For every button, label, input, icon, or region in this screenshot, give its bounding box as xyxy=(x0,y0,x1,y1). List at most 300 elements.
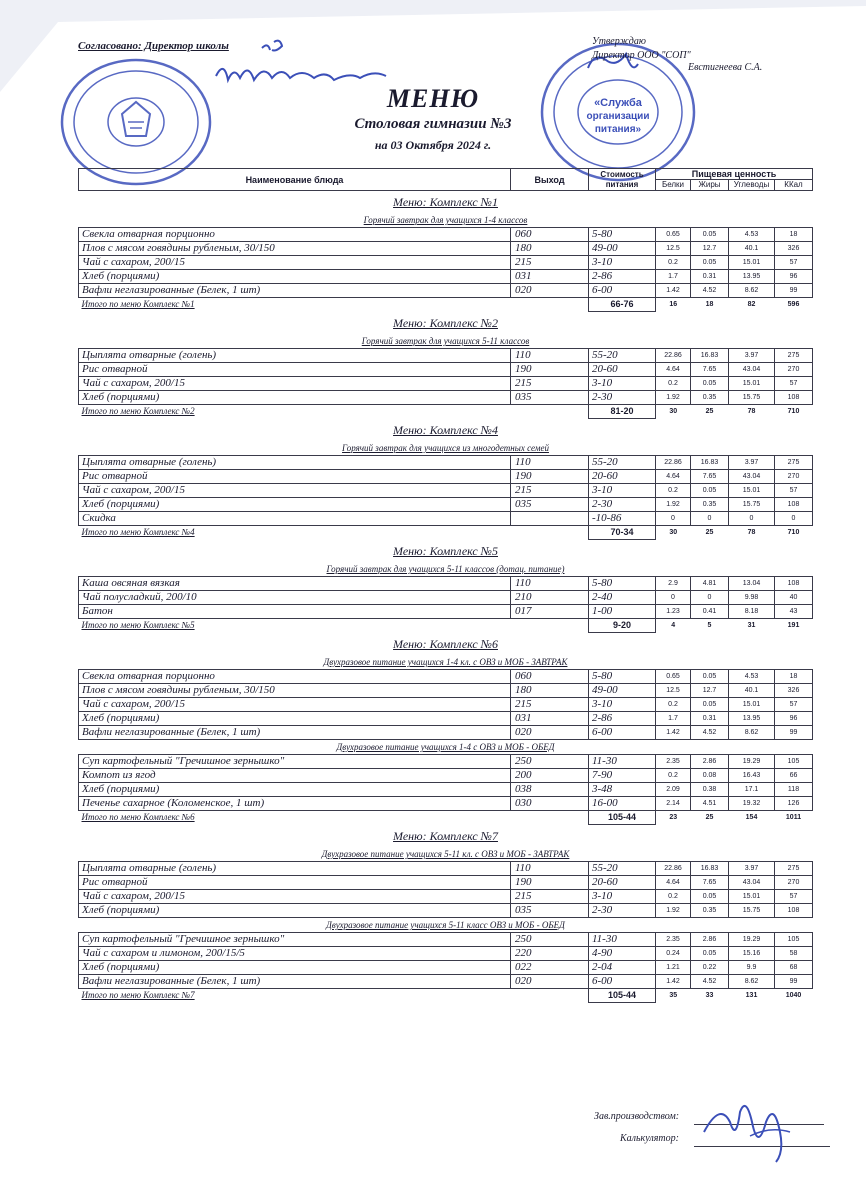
col-yield-header: Выход xyxy=(511,169,589,191)
dish-yield: 200 xyxy=(511,769,589,783)
canteen-name: Столовая гимназии №3 xyxy=(354,116,512,132)
dish-kcal: 99 xyxy=(775,726,813,740)
dish-fat: 16.83 xyxy=(691,456,729,470)
dish-row xyxy=(79,783,813,797)
dish-carbs: 15.16 xyxy=(729,947,775,961)
dish-protein: 0.24 xyxy=(656,947,691,961)
dish-protein: 0.65 xyxy=(656,228,691,242)
dish-carbs: 9.98 xyxy=(729,591,775,605)
dish-cost: 2-86 xyxy=(589,270,656,284)
total-kcal: 710 xyxy=(787,408,800,416)
dish-kcal: 43 xyxy=(775,605,813,619)
dish-name: Хлеб (порциями) xyxy=(79,498,511,512)
dish-cost: 2-30 xyxy=(589,904,656,918)
section-subtitle: Горячий завтрак для учащихся 5-11 классов xyxy=(361,336,530,346)
dish-kcal: 66 xyxy=(775,769,813,783)
dish-protein: 0.2 xyxy=(656,769,691,783)
dish-fat: 0.05 xyxy=(691,890,729,904)
menu-title: МЕНЮ xyxy=(386,84,480,113)
dish-cost: 6-00 xyxy=(589,726,656,740)
dish-protein: 22.86 xyxy=(656,349,691,363)
dish-kcal: 57 xyxy=(775,890,813,904)
dish-yield: 031 xyxy=(511,270,589,284)
dish-row xyxy=(79,726,813,740)
dish-kcal: 99 xyxy=(775,284,813,298)
col-carbs-header: Углеводы xyxy=(729,180,775,191)
col-protein-header: Белки xyxy=(656,180,691,191)
dish-protein: 2.09 xyxy=(656,783,691,797)
dish-yield: 022 xyxy=(511,961,589,975)
dish-fat: 4.52 xyxy=(691,284,729,298)
dish-kcal: 105 xyxy=(775,933,813,947)
dish-row xyxy=(79,242,813,256)
dish-yield: 215 xyxy=(511,377,589,391)
dish-name: Цыплята отварные (голень) xyxy=(79,456,511,470)
dish-kcal: 270 xyxy=(775,470,813,484)
dish-carbs: 4.53 xyxy=(729,228,775,242)
total-row xyxy=(79,405,813,419)
dish-carbs: 15.01 xyxy=(729,256,775,270)
dish-protein: 1.92 xyxy=(656,391,691,405)
complex-title: Меню: Комплекс №5 xyxy=(393,544,498,558)
dish-kcal: 57 xyxy=(775,377,813,391)
dish-fat: 0.05 xyxy=(691,947,729,961)
dish-protein: 1.7 xyxy=(656,712,691,726)
dish-fat: 0.05 xyxy=(691,377,729,391)
dish-cost: 7-90 xyxy=(589,769,656,783)
total-protein: 4 xyxy=(671,622,676,630)
total-label: Итого по меню Комплекс №6 xyxy=(81,812,195,823)
dish-protein: 4.64 xyxy=(656,363,691,377)
dish-row xyxy=(79,755,813,769)
dish-fat: 2.86 xyxy=(691,933,729,947)
dish-yield: 035 xyxy=(511,391,589,405)
dish-carbs: 15.01 xyxy=(729,484,775,498)
dish-name: Каша овсяная вязкая xyxy=(79,577,511,591)
dish-name: Хлеб (порциями) xyxy=(79,712,511,726)
agreed-label: Согласовано: Директор школы xyxy=(78,40,229,52)
menu-table xyxy=(78,168,813,1003)
total-label: Итого по меню Комплекс №2 xyxy=(81,406,195,417)
dish-cost: 3-10 xyxy=(589,890,656,904)
dish-protein: 0.2 xyxy=(656,256,691,270)
dish-kcal: 58 xyxy=(775,947,813,961)
dish-protein: 0.65 xyxy=(656,670,691,684)
total-fat: 25 xyxy=(705,814,714,822)
dish-fat: 0.05 xyxy=(691,670,729,684)
dish-carbs: 15.75 xyxy=(729,904,775,918)
section-subtitle: Двухразовое питание учащихся 5-11 кл. с ОВЗ и МОБ - ЗАВТРАК xyxy=(321,849,570,859)
dish-fat: 7.65 xyxy=(691,876,729,890)
dish-name: Хлеб (порциями) xyxy=(79,391,511,405)
dish-fat: 12.7 xyxy=(691,242,729,256)
dish-cost: 2-04 xyxy=(589,961,656,975)
dish-fat: 16.83 xyxy=(691,349,729,363)
dish-row xyxy=(79,684,813,698)
dish-row xyxy=(79,484,813,498)
dish-row xyxy=(79,456,813,470)
section-subtitle: Горячий завтрак для учащихся из многодетных семей xyxy=(342,443,549,453)
dish-fat: 0 xyxy=(691,591,729,605)
dish-row xyxy=(79,933,813,947)
dish-yield: 031 xyxy=(511,712,589,726)
dish-carbs: 43.04 xyxy=(729,470,775,484)
dish-yield: 215 xyxy=(511,256,589,270)
total-protein: 30 xyxy=(669,529,678,537)
dish-yield: 020 xyxy=(511,975,589,989)
dish-row xyxy=(79,947,813,961)
total-kcal: 1040 xyxy=(785,992,802,1000)
dish-carbs: 17.1 xyxy=(729,783,775,797)
dish-protein: 2.9 xyxy=(656,577,691,591)
dish-cost: 49-00 xyxy=(589,242,656,256)
dish-kcal: 18 xyxy=(775,228,813,242)
dish-yield xyxy=(511,512,589,526)
dish-row xyxy=(79,498,813,512)
section-subtitle: Двухразовое питание учащихся 1-4 кл. с ОВЗ и МОБ - ЗАВТРАК xyxy=(323,657,568,667)
dish-name: Плов с мясом говядины рубленым, 30/150 xyxy=(79,242,511,256)
total-carbs: 154 xyxy=(745,814,758,822)
dish-protein: 1.42 xyxy=(656,726,691,740)
dish-row xyxy=(79,975,813,989)
approved-name: Евстигнеева С.А. xyxy=(688,62,763,73)
dish-row xyxy=(79,862,813,876)
dish-row xyxy=(79,797,813,811)
dish-yield: 190 xyxy=(511,876,589,890)
dish-row xyxy=(79,876,813,890)
dish-protein: 0 xyxy=(656,591,691,605)
dish-carbs: 15.01 xyxy=(729,377,775,391)
dish-protein: 1.92 xyxy=(656,498,691,512)
dish-carbs: 15.01 xyxy=(729,698,775,712)
dish-name: Чай с сахаром, 200/15 xyxy=(79,256,511,270)
dish-row xyxy=(79,363,813,377)
dish-row xyxy=(79,270,813,284)
dish-name: Хлеб (порциями) xyxy=(79,270,511,284)
dish-yield: 020 xyxy=(511,726,589,740)
dish-cost: 3-10 xyxy=(589,256,656,270)
dish-row xyxy=(79,284,813,298)
section-title-row xyxy=(79,441,813,456)
dish-fat: 4.52 xyxy=(691,975,729,989)
dish-fat: 0.05 xyxy=(691,228,729,242)
total-fat: 25 xyxy=(705,529,714,537)
dish-row xyxy=(79,391,813,405)
dish-name: Рис отварной xyxy=(79,363,511,377)
dish-yield: 060 xyxy=(511,228,589,242)
dish-cost: 55-20 xyxy=(589,456,656,470)
dish-kcal: 108 xyxy=(775,498,813,512)
dish-protein: 0 xyxy=(656,512,691,526)
total-cost: 66-76 xyxy=(589,298,656,312)
dish-name: Скидка xyxy=(79,512,511,526)
section-title-row xyxy=(79,562,813,577)
section-title-row xyxy=(79,740,813,755)
dish-kcal: 275 xyxy=(775,456,813,470)
dish-fat: 12.7 xyxy=(691,684,729,698)
total-protein: 23 xyxy=(669,814,678,822)
complex-title: Меню: Комплекс №1 xyxy=(393,195,498,209)
dish-fat: 0.31 xyxy=(691,712,729,726)
total-kcal: 1011 xyxy=(785,814,802,822)
dish-carbs: 19.29 xyxy=(729,933,775,947)
dish-name: Чай с сахаром, 200/15 xyxy=(79,484,511,498)
dish-yield: 215 xyxy=(511,890,589,904)
dish-carbs: 15.75 xyxy=(729,498,775,512)
section-title-row xyxy=(79,918,813,933)
dish-row xyxy=(79,349,813,363)
dish-row xyxy=(79,698,813,712)
dish-name: Хлеб (порциями) xyxy=(79,783,511,797)
dish-name: Плов с мясом говядины рубленым, 30/150 xyxy=(79,684,511,698)
dish-yield: 060 xyxy=(511,670,589,684)
dish-cost: 3-48 xyxy=(589,783,656,797)
dish-protein: 0.2 xyxy=(656,377,691,391)
total-label: Итого по меню Комплекс №1 xyxy=(81,299,195,310)
complex-title-row xyxy=(79,191,813,214)
section-title-row xyxy=(79,213,813,228)
total-kcal: 596 xyxy=(787,301,800,309)
dish-cost: 20-60 xyxy=(589,470,656,484)
dish-row xyxy=(79,904,813,918)
total-protein: 16 xyxy=(669,301,678,309)
dish-carbs: 8.62 xyxy=(729,975,775,989)
svg-text:организации: организации xyxy=(586,111,650,122)
complex-title-row xyxy=(79,825,813,848)
dish-row xyxy=(79,769,813,783)
dish-protein: 1.92 xyxy=(656,904,691,918)
dish-carbs: 9.9 xyxy=(729,961,775,975)
dish-fat: 0.35 xyxy=(691,391,729,405)
dish-yield: 215 xyxy=(511,484,589,498)
complex-title: Меню: Комплекс №6 xyxy=(393,637,498,651)
section-title-row xyxy=(79,655,813,670)
dish-yield: 035 xyxy=(511,904,589,918)
dish-carbs: 4.53 xyxy=(729,670,775,684)
dish-carbs: 16.43 xyxy=(729,769,775,783)
menu-date: на 03 Октября 2024 г. xyxy=(374,138,492,152)
dish-fat: 7.65 xyxy=(691,470,729,484)
dish-name: Батон xyxy=(79,605,511,619)
section-title-row xyxy=(79,334,813,349)
dish-cost: 5-80 xyxy=(589,228,656,242)
dish-cost: 5-80 xyxy=(589,670,656,684)
dish-row xyxy=(79,591,813,605)
total-row xyxy=(79,526,813,540)
dish-protein: 1.21 xyxy=(656,961,691,975)
dish-row xyxy=(79,228,813,242)
total-cost: 9-20 xyxy=(589,619,656,633)
dish-yield: 190 xyxy=(511,470,589,484)
menu-table-body xyxy=(79,169,813,1003)
dish-protein: 12.5 xyxy=(656,684,691,698)
dish-name: Рис отварной xyxy=(79,470,511,484)
dish-carbs: 3.97 xyxy=(729,456,775,470)
total-carbs: 131 xyxy=(745,992,758,1000)
dish-row xyxy=(79,890,813,904)
col-fat-header: Жиры xyxy=(691,180,729,191)
dish-protein: 12.5 xyxy=(656,242,691,256)
dish-yield: 190 xyxy=(511,363,589,377)
total-protein: 35 xyxy=(669,992,678,1000)
footer-signature xyxy=(700,1092,800,1172)
dish-carbs: 3.97 xyxy=(729,862,775,876)
dish-kcal: 326 xyxy=(775,242,813,256)
dish-yield: 180 xyxy=(511,242,589,256)
dish-yield: 110 xyxy=(511,456,589,470)
dish-carbs: 15.75 xyxy=(729,391,775,405)
dish-cost: 11-30 xyxy=(589,755,656,769)
dish-kcal: 275 xyxy=(775,349,813,363)
dish-yield: 250 xyxy=(511,755,589,769)
dish-name: Суп картофельный "Гречишное зернышко" xyxy=(79,933,511,947)
dish-row xyxy=(79,712,813,726)
dish-kcal: 108 xyxy=(775,904,813,918)
dish-carbs: 19.32 xyxy=(729,797,775,811)
dish-yield: 220 xyxy=(511,947,589,961)
dish-name: Хлеб (порциями) xyxy=(79,961,511,975)
dish-yield: 035 xyxy=(511,498,589,512)
dish-carbs: 40.1 xyxy=(729,684,775,698)
dish-yield: 250 xyxy=(511,933,589,947)
svg-text:питания»: питания» xyxy=(594,124,642,135)
dish-protein: 1.7 xyxy=(656,270,691,284)
dish-protein: 1.23 xyxy=(656,605,691,619)
dish-kcal: 40 xyxy=(775,591,813,605)
col-cost-header: Стоимость питания xyxy=(589,169,656,191)
dish-cost: 55-20 xyxy=(589,349,656,363)
dish-cost: 2-86 xyxy=(589,712,656,726)
dish-row xyxy=(79,577,813,591)
dish-cost: 5-80 xyxy=(589,577,656,591)
dish-row xyxy=(79,470,813,484)
total-row xyxy=(79,619,813,633)
dish-fat: 0.05 xyxy=(691,256,729,270)
dish-row xyxy=(79,377,813,391)
dish-fat: 0.38 xyxy=(691,783,729,797)
complex-title: Меню: Комплекс №4 xyxy=(393,423,498,437)
dish-kcal: 57 xyxy=(775,484,813,498)
dish-row xyxy=(79,605,813,619)
dish-cost: 2-30 xyxy=(589,498,656,512)
dish-kcal: 18 xyxy=(775,670,813,684)
total-carbs: 82 xyxy=(747,301,756,309)
dish-cost: 6-00 xyxy=(589,975,656,989)
dish-row xyxy=(79,512,813,526)
total-row xyxy=(79,811,813,825)
complex-title: Меню: Комплекс №7 xyxy=(393,829,498,843)
dish-kcal: 96 xyxy=(775,712,813,726)
dish-cost: 2-30 xyxy=(589,391,656,405)
dish-yield: 030 xyxy=(511,797,589,811)
dish-fat: 0.22 xyxy=(691,961,729,975)
total-fat: 25 xyxy=(705,408,714,416)
dish-kcal: 270 xyxy=(775,876,813,890)
complex-title: Меню: Комплекс №2 xyxy=(393,316,498,330)
dish-yield: 210 xyxy=(511,591,589,605)
dish-fat: 0 xyxy=(691,512,729,526)
dish-carbs: 40.1 xyxy=(729,242,775,256)
dish-fat: 16.83 xyxy=(691,862,729,876)
dish-carbs: 0 xyxy=(729,512,775,526)
total-label: Итого по меню Комплекс №5 xyxy=(81,620,195,631)
dish-protein: 4.64 xyxy=(656,470,691,484)
dish-protein: 1.42 xyxy=(656,975,691,989)
dish-protein: 0.2 xyxy=(656,890,691,904)
dish-protein: 2.35 xyxy=(656,933,691,947)
section-subtitle: Горячий завтрак для учащихся 1-4 классов xyxy=(363,215,528,225)
dish-yield: 180 xyxy=(511,684,589,698)
production-label: Зав.производством: xyxy=(594,1111,680,1122)
dish-carbs: 3.97 xyxy=(729,349,775,363)
total-cost: 81-20 xyxy=(589,405,656,419)
complex-title-row xyxy=(79,419,813,442)
dish-cost: 20-60 xyxy=(589,876,656,890)
dish-name: Вафли неглазированные (Белек, 1 шт) xyxy=(79,726,511,740)
calculator-label: Калькулятор: xyxy=(620,1133,679,1144)
total-label: Итого по меню Комплекс №7 xyxy=(81,990,195,1001)
dish-name: Свекла отварная порционно xyxy=(79,670,511,684)
dish-carbs: 8.62 xyxy=(729,284,775,298)
dish-kcal: 326 xyxy=(775,684,813,698)
dish-name: Чай с сахаром, 200/15 xyxy=(79,698,511,712)
dish-fat: 0.31 xyxy=(691,270,729,284)
dish-cost: 3-10 xyxy=(589,698,656,712)
dish-name: Компот из ягод xyxy=(79,769,511,783)
dish-kcal: 105 xyxy=(775,755,813,769)
dish-cost: 3-10 xyxy=(589,377,656,391)
dish-name: Вафли неглазированные (Белек, 1 шт) xyxy=(79,284,511,298)
dish-kcal: 108 xyxy=(775,391,813,405)
dish-cost: -10-86 xyxy=(589,512,656,526)
dish-cost: 2-40 xyxy=(589,591,656,605)
dish-fat: 0.05 xyxy=(691,698,729,712)
total-cost: 105-44 xyxy=(589,811,656,825)
dish-row xyxy=(79,961,813,975)
dish-row xyxy=(79,670,813,684)
dish-cost: 4-90 xyxy=(589,947,656,961)
total-carbs: 78 xyxy=(747,529,756,537)
section-subtitle: Двухразовое питание учащихся 5-11 класс ОВЗ и МОБ - ОБЕД xyxy=(326,920,565,930)
dish-kcal: 118 xyxy=(775,783,813,797)
col-name-header: Наименование блюда xyxy=(79,169,511,191)
dish-name: Печенье сахарное (Коломенское, 1 шт) xyxy=(79,797,511,811)
dish-kcal: 270 xyxy=(775,363,813,377)
dish-fat: 4.81 xyxy=(691,577,729,591)
dish-kcal: 57 xyxy=(775,698,813,712)
dish-fat: 0.35 xyxy=(691,904,729,918)
total-carbs: 31 xyxy=(747,622,756,630)
dish-cost: 6-00 xyxy=(589,284,656,298)
dish-kcal: 68 xyxy=(775,961,813,975)
dish-carbs: 43.04 xyxy=(729,876,775,890)
dish-carbs: 8.62 xyxy=(729,726,775,740)
dish-cost: 20-60 xyxy=(589,363,656,377)
dish-name: Чай с сахаром, 200/15 xyxy=(79,890,511,904)
total-fat: 5 xyxy=(707,622,712,630)
complex-title-row xyxy=(79,633,813,656)
dish-protein: 4.64 xyxy=(656,876,691,890)
col-kcal-header: ККал xyxy=(775,180,813,191)
dish-name: Рис отварной xyxy=(79,876,511,890)
dish-fat: 2.86 xyxy=(691,755,729,769)
dish-yield: 110 xyxy=(511,862,589,876)
dish-carbs: 13.04 xyxy=(729,577,775,591)
dish-kcal: 96 xyxy=(775,270,813,284)
dish-protein: 0.2 xyxy=(656,484,691,498)
complex-title-row xyxy=(79,540,813,563)
dish-fat: 0.05 xyxy=(691,484,729,498)
